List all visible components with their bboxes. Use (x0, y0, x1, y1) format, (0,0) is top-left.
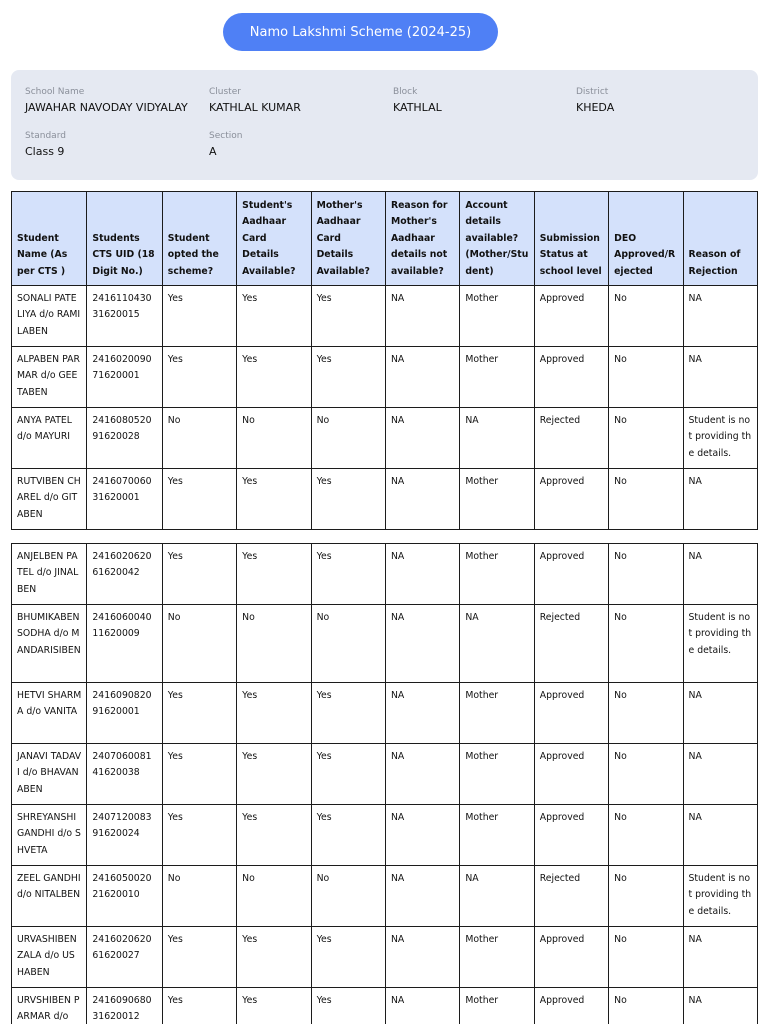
cell-student-name: ALPABEN PARMAR d/o GEETABEN (12, 347, 87, 408)
cell-opted-scheme: Yes (162, 744, 236, 805)
column-header-account-details: Account details available? (Mother/Student) (460, 192, 534, 286)
table-row (12, 469, 758, 530)
cell-reason-mother-aadhaar: NA (385, 744, 459, 805)
cell-mother-aadhaar: Yes (311, 744, 385, 805)
cell-deo-status: No (609, 408, 683, 469)
cell-student-name: HETVI SHARMA d/o VANITA (12, 683, 87, 744)
cell-student-name: RUTVIBEN CHAREL d/o GITABEN (12, 469, 87, 530)
cell-mother-aadhaar: Yes (311, 988, 385, 1024)
cell-submission-status: Rejected (534, 866, 608, 927)
table-row (12, 286, 758, 347)
cell-reason-mother-aadhaar: NA (385, 469, 459, 530)
column-header-student-aadhaar: Student's Aadhaar Card Details Available? (237, 192, 311, 286)
column-header-deo-status: DEO Approved/Rejected (609, 192, 683, 286)
cell-student-name: SONALI PATELIYA d/o RAMILABEN (12, 286, 87, 347)
district-value: KHEDA (576, 101, 615, 114)
cell-student-name: JANAVI TADAVI d/o BHAVANABEN (12, 744, 87, 805)
cell-rejection-reason: NA (683, 988, 757, 1024)
cell-reason-mother-aadhaar: NA (385, 605, 459, 683)
cluster-label: Cluster (209, 87, 241, 97)
cell-opted-scheme: Yes (162, 927, 236, 988)
cell-mother-aadhaar: No (311, 408, 385, 469)
district-label: District (576, 87, 609, 97)
cell-student-aadhaar: No (237, 408, 311, 469)
cell-account-details: Mother (460, 469, 534, 530)
cell-opted-scheme: Yes (162, 347, 236, 408)
cell-cts-uid: 241602009071620001 (87, 347, 162, 408)
cell-student-aadhaar: Yes (237, 744, 311, 805)
cell-mother-aadhaar: Yes (311, 286, 385, 347)
cell-submission-status: Approved (534, 683, 608, 744)
cell-rejection-reason: NA (683, 683, 757, 744)
table-header-row (12, 192, 758, 286)
cell-student-aadhaar: Yes (237, 805, 311, 866)
cell-cts-uid: 241609068031620012 (87, 988, 162, 1024)
cell-deo-status: No (609, 683, 683, 744)
table-row (12, 805, 758, 866)
column-header-submission-status: Submission Status at school level (534, 192, 608, 286)
cell-submission-status: Approved (534, 744, 608, 805)
cell-account-details: Mother (460, 805, 534, 866)
cell-opted-scheme: No (162, 866, 236, 927)
table-row (12, 683, 758, 744)
cell-deo-status: No (609, 927, 683, 988)
cell-reason-mother-aadhaar: NA (385, 544, 459, 605)
column-header-reason-mother-aadhaar: Reason for Mother's Aadhaar details not available? (385, 192, 459, 286)
cell-student-aadhaar: No (237, 605, 311, 683)
cell-cts-uid: 240706008141620038 (87, 744, 162, 805)
section-label: Section (209, 131, 243, 141)
standard-field (25, 130, 66, 160)
cell-submission-status: Rejected (534, 408, 608, 469)
cell-opted-scheme: Yes (162, 683, 236, 744)
section-value: A (209, 145, 217, 158)
cell-deo-status: No (609, 866, 683, 927)
cell-student-name: BHUMIKABEN SODHA d/o MANDARISIBEN (12, 605, 87, 683)
cell-student-aadhaar: Yes (237, 544, 311, 605)
cell-mother-aadhaar: Yes (311, 347, 385, 408)
table-row (12, 744, 758, 805)
cell-student-aadhaar: No (237, 866, 311, 927)
cell-account-details: Mother (460, 286, 534, 347)
cluster-value: KATHLAL KUMAR (209, 101, 301, 114)
cell-opted-scheme: Yes (162, 988, 236, 1024)
cell-account-details: Mother (460, 988, 534, 1024)
cluster-field (209, 86, 301, 116)
cell-reason-mother-aadhaar: NA (385, 866, 459, 927)
block-value: KATHLAL (393, 101, 442, 114)
cell-cts-uid: 241607006031620001 (87, 469, 162, 530)
cell-opted-scheme: Yes (162, 286, 236, 347)
cell-submission-status: Approved (534, 469, 608, 530)
cell-deo-status: No (609, 544, 683, 605)
cell-rejection-reason: NA (683, 744, 757, 805)
table-row (12, 544, 758, 605)
cell-deo-status: No (609, 744, 683, 805)
cell-deo-status: No (609, 805, 683, 866)
cell-mother-aadhaar: Yes (311, 469, 385, 530)
cell-student-name: URVSHIBEN PARMAR d/o (12, 988, 87, 1024)
cell-cts-uid: 240712008391620024 (87, 805, 162, 866)
cell-deo-status: No (609, 347, 683, 408)
cell-rejection-reason: Student is not providing the details. (683, 605, 757, 683)
block-field (393, 86, 442, 116)
cell-account-details: Mother (460, 744, 534, 805)
scheme-title-button[interactable]: Namo Lakshmi Scheme (2024-25) (223, 13, 498, 51)
cell-rejection-reason: NA (683, 805, 757, 866)
cell-mother-aadhaar: Yes (311, 805, 385, 866)
cell-submission-status: Approved (534, 347, 608, 408)
cell-reason-mother-aadhaar: NA (385, 927, 459, 988)
cell-mother-aadhaar: Yes (311, 683, 385, 744)
cell-student-name: URVASHIBEN ZALA d/o USHABEN (12, 927, 87, 988)
cell-account-details: Mother (460, 927, 534, 988)
students-table-continued (11, 543, 758, 1024)
column-header-mother-aadhaar: Mother's Aadhaar Card Details Available? (311, 192, 385, 286)
cell-rejection-reason: NA (683, 469, 757, 530)
cell-rejection-reason: NA (683, 286, 757, 347)
cell-deo-status: No (609, 286, 683, 347)
cell-mother-aadhaar: Yes (311, 927, 385, 988)
cell-account-details: Mother (460, 683, 534, 744)
table-row (12, 927, 758, 988)
cell-submission-status: Approved (534, 286, 608, 347)
cell-student-aadhaar: Yes (237, 469, 311, 530)
cell-cts-uid: 241611043031620015 (87, 286, 162, 347)
cell-cts-uid: 241606004011620009 (87, 605, 162, 683)
standard-value: Class 9 (25, 145, 65, 158)
cell-student-aadhaar: Yes (237, 286, 311, 347)
cell-opted-scheme: No (162, 605, 236, 683)
cell-cts-uid: 241602062061620042 (87, 544, 162, 605)
cell-submission-status: Approved (534, 544, 608, 605)
cell-rejection-reason: NA (683, 927, 757, 988)
table-row (12, 866, 758, 927)
cell-reason-mother-aadhaar: NA (385, 805, 459, 866)
cell-submission-status: Approved (534, 927, 608, 988)
cell-cts-uid: 241605002021620010 (87, 866, 162, 927)
cell-cts-uid: 241602062061620027 (87, 927, 162, 988)
column-header-rejection-reason: Reason of Rejection (683, 192, 757, 286)
students-table (11, 191, 758, 530)
table-row (12, 408, 758, 469)
school-name-label: School Name (25, 87, 85, 97)
school-info-card (11, 70, 758, 180)
cell-student-name: SHREYANSHI GANDHI d/o SHVETA (12, 805, 87, 866)
cell-student-aadhaar: Yes (237, 683, 311, 744)
cell-deo-status: No (609, 605, 683, 683)
cell-submission-status: Rejected (534, 605, 608, 683)
cell-rejection-reason: Student is not providing the details. (683, 408, 757, 469)
cell-deo-status: No (609, 988, 683, 1024)
cell-mother-aadhaar: Yes (311, 544, 385, 605)
cell-cts-uid: 241608052091620028 (87, 408, 162, 469)
cell-student-name: ANJELBEN PATEL d/o JINALBEN (12, 544, 87, 605)
cell-opted-scheme: No (162, 408, 236, 469)
cell-account-details: Mother (460, 347, 534, 408)
table-row (12, 347, 758, 408)
cell-student-aadhaar: Yes (237, 347, 311, 408)
cell-submission-status: Approved (534, 988, 608, 1024)
cell-reason-mother-aadhaar: NA (385, 408, 459, 469)
school-name-value: JAWAHAR NAVODAY VIDYALAY (25, 101, 188, 114)
column-header-opted-scheme: Student opted the scheme? (162, 192, 236, 286)
table-row (12, 605, 758, 683)
cell-mother-aadhaar: No (311, 866, 385, 927)
cell-opted-scheme: Yes (162, 805, 236, 866)
section-field (209, 130, 242, 160)
cell-account-details: Mother (460, 544, 534, 605)
cell-student-aadhaar: Yes (237, 988, 311, 1024)
cell-reason-mother-aadhaar: NA (385, 286, 459, 347)
cell-rejection-reason: NA (683, 544, 757, 605)
school-name-field (25, 86, 188, 116)
column-header-student-name: Student Name (As per CTS ) (12, 192, 87, 286)
standard-label: Standard (25, 131, 66, 141)
cell-opted-scheme: Yes (162, 469, 236, 530)
cell-student-name: ANYA PATEL d/o MAYURI (12, 408, 87, 469)
column-header-cts-uid: Students CTS UID (18 Digit No.) (87, 192, 162, 286)
table-row (12, 988, 758, 1024)
cell-account-details: NA (460, 866, 534, 927)
cell-reason-mother-aadhaar: NA (385, 988, 459, 1024)
cell-student-name: ZEEL GANDHI d/o NITALBEN (12, 866, 87, 927)
cell-opted-scheme: Yes (162, 544, 236, 605)
cell-reason-mother-aadhaar: NA (385, 683, 459, 744)
cell-rejection-reason: Student is not providing the details. (683, 866, 757, 927)
cell-deo-status: No (609, 469, 683, 530)
cell-rejection-reason: NA (683, 347, 757, 408)
cell-cts-uid: 241609082091620001 (87, 683, 162, 744)
cell-submission-status: Approved (534, 805, 608, 866)
cell-reason-mother-aadhaar: NA (385, 347, 459, 408)
cell-account-details: NA (460, 408, 534, 469)
district-field (576, 86, 614, 116)
cell-mother-aadhaar: No (311, 605, 385, 683)
cell-account-details: NA (460, 605, 534, 683)
block-label: Block (393, 87, 418, 97)
cell-student-aadhaar: Yes (237, 927, 311, 988)
